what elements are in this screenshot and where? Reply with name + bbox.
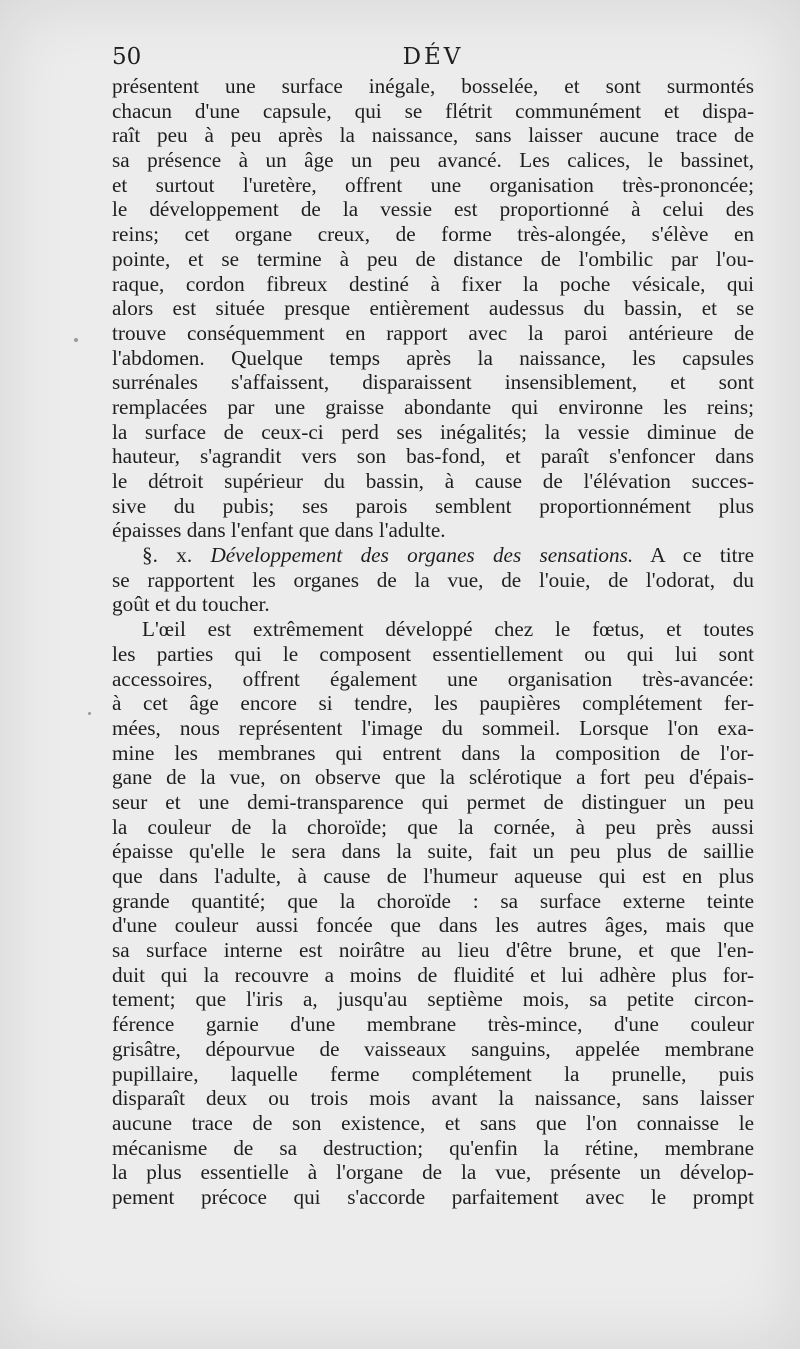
text-line: le développement de la vessie est proportionné à celui des: [112, 197, 754, 222]
section-heading: [112, 543, 754, 617]
text-line: et surtout l'uretère, offrent une organisation très-prononcée;: [112, 172, 754, 197]
text-line: sive du pubis; ses parois semblent proportionnément plus: [112, 493, 754, 518]
text-line: reins; cet organe creux, de forme très-alongée, s'élève en: [112, 222, 754, 247]
paper-speck: [88, 712, 91, 715]
text-line: grande quantité; que la choroïde : sa surface externe teinte: [112, 888, 754, 913]
text-line: épaisses dans l'enfant que dans l'adulte.: [112, 518, 446, 543]
text-line: goût et du toucher.: [112, 592, 270, 617]
text-line: alors est située presque entièrement audessus du bassin, et se: [112, 296, 754, 321]
text-line: mine les membranes qui entrent dans la composition de l'or-: [112, 740, 754, 765]
text-line: sa surface interne est noirâtre au lieu d'être brune, et que l'en-: [112, 938, 754, 963]
text-line: duit qui la recouvre a moins de fluidité et lui adhère plus for-: [112, 962, 754, 987]
text-line: pointe, et se termine à peu de distance de l'ombilic par l'ou-: [112, 246, 754, 271]
text-line: tement; que l'iris a, jusqu'au septième mois, sa petite circon-: [112, 987, 754, 1012]
text-line: pupillaire, laquelle ferme complétement la prunelle, puis: [112, 1061, 754, 1086]
text-line: l'abdomen. Quelque temps après la naissance, les capsules: [112, 345, 754, 370]
text-line: disparaît deux ou trois mois avant la naissance, sans laisser: [112, 1086, 754, 1111]
text-line: les parties qui le composent essentiellement ou qui lui sont: [112, 641, 754, 666]
text-line: accessoires, offrent également une organisation très-avancée:: [112, 666, 754, 691]
text-line: se rapportent les organes de la vue, de l'ouie, de l'odorat, du: [112, 567, 754, 592]
text-line: mécanisme de sa destruction; qu'enfin la rétine, membrane: [112, 1135, 754, 1160]
text-line: grisâtre, dépourvue de vaisseaux sanguins, appelée membrane: [112, 1036, 754, 1061]
paragraph-kidneys: [112, 74, 754, 543]
text-line: L'œil est extrêmement développé chez le fœtus, et toutes: [142, 617, 754, 642]
text-line: aucune trace de son existence, et sans que l'on connaisse le: [112, 1110, 754, 1135]
page-number: 50: [112, 44, 142, 70]
text-line: raît peu à peu après la naissance, sans laisser aucune trace de: [112, 123, 754, 148]
text-line: pement précoce qui s'accorde parfaitement avec le prompt: [112, 1184, 754, 1209]
text-line: à cet âge encore si tendre, les paupières complétement fer-: [112, 691, 754, 716]
text-line: la couleur de la choroïde; que la cornée, à peu près aussi: [112, 814, 754, 839]
text-line: sa présence à un âge un peu avancé. Les calices, le bassinet,: [112, 148, 754, 173]
text-line: remplacées par une graisse abondante qui environne les reins;: [112, 394, 754, 419]
running-title: DÉV: [402, 44, 464, 70]
body-text: [112, 74, 754, 1210]
text-line: gane de la vue, on observe que la sclérotique a fort peu d'épais-: [112, 765, 754, 790]
text-line: hauteur, s'agrandit vers son bas-fond, et paraît s'enfoncer dans: [112, 444, 754, 469]
text-line: présentent une surface inégale, bosselée, et sont surmontés: [112, 74, 754, 98]
section-heading-rest: A ce titre: [650, 543, 754, 568]
text-line: surrénales s'affaissent, disparaissent insensiblement, et sont: [112, 370, 754, 395]
text-line: trouve conséquemment en rapport avec la paroi antérieure de: [112, 320, 754, 345]
text-line: d'une couleur aussi foncée que dans les autres âges, mais que: [112, 913, 754, 938]
section-number: §. x.: [142, 543, 193, 568]
text-line: que dans l'adulte, à cause de l'humeur aqueuse qui est en plus: [112, 864, 754, 888]
section-heading-line: [112, 543, 754, 568]
text-line: chacun d'une capsule, qui se flétrit communément et dispa-: [112, 98, 754, 123]
text-line: raque, cordon fibreux destiné à fixer la poche vésicale, qui: [112, 271, 754, 296]
paper-speck: [74, 338, 78, 342]
running-head: [112, 40, 754, 74]
section-title: Développement des organes des sensations.: [210, 543, 634, 568]
text-line: férence garnie d'une membrane très-mince, d'une couleur: [112, 1012, 754, 1037]
paragraph-eye: [112, 617, 754, 1210]
text-line: seur et une demi-transparence qui permet de distinguer un peu: [112, 789, 754, 814]
text-line: la surface de ceux-ci perd ses inégalités; la vessie diminue de: [112, 419, 754, 444]
text-line: mées, nous représentent l'image du sommeil. Lorsque l'on exa-: [112, 715, 754, 740]
text-line: le détroit supérieur du bassin, à cause de l'élévation succes-: [112, 469, 754, 493]
text-line: la plus essentielle à l'organe de la vue, présente un dévelop-: [112, 1160, 754, 1185]
text-line: épaisse qu'elle le sera dans la suite, fait un peu plus de saillie: [112, 839, 754, 864]
